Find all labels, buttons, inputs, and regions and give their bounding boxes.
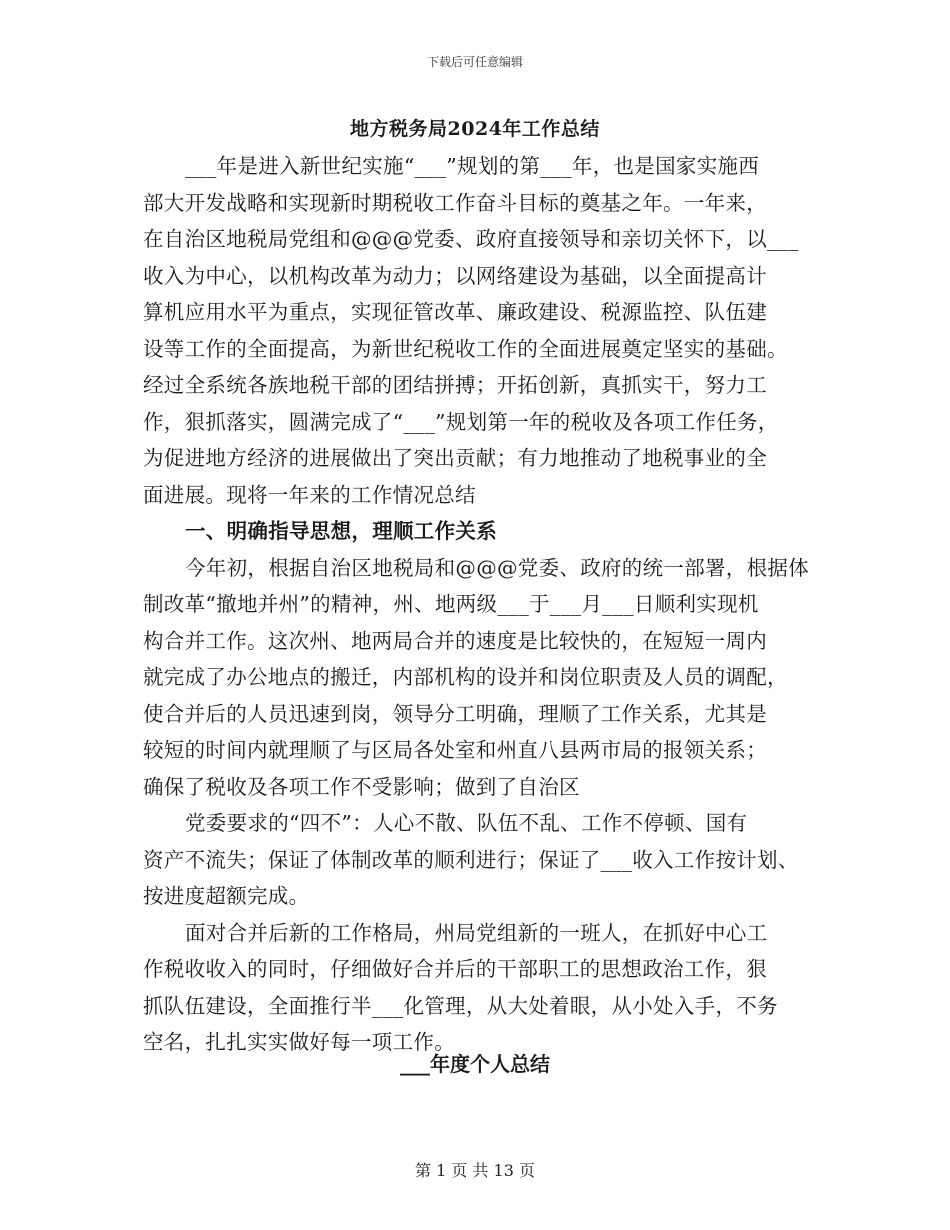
paragraph-line: 使合并后的人员迅速到岗，领导分工明确，理顺了工作关系，尤其是 <box>143 701 767 726</box>
paragraph-line: 算机应用水平为重点，实现征管改革、廉政建设、税源监控、队伍建 <box>143 300 767 324</box>
section-heading: 一、明确指导思想，理顺工作关系 <box>185 519 497 543</box>
paragraph-line: 较短的时间内就理顺了与区局各处室和州直八县两市局的报领关系； <box>143 738 767 762</box>
paragraph-line: 资产不流失；保证了体制改革的顺利进行；保证了___收入工作按计划、 <box>143 847 799 872</box>
paragraph-line: 抓队伍建设，全面推行半___化管理，从大处着眼，从小处入手，不务 <box>143 993 778 1018</box>
paragraph-line: 为促进地方经济的进展做出了突出贡献；有力地推动了地税事业的全 <box>143 446 767 470</box>
paragraph-line: 在自治区地税局党组和@@@党委、政府直接领导和亲切关怀下，以___ <box>143 227 799 251</box>
paragraph-line: 党委要求的“四不”：人心不散、队伍不乱、工作不停顿、国有 <box>185 811 748 835</box>
paragraph-line: 作，狠抓落实，圆满完成了“___”规划第一年的税收及各项工作任务， <box>143 409 779 434</box>
paragraph-line: ___年是进入新世纪实施“___”规划的第___年，也是国家实施西 <box>185 154 760 178</box>
paragraph-line: 确保了税收及各项工作不受影响；做到了自治区 <box>143 774 580 799</box>
paragraph-line: 按进度超额完成。 <box>143 884 310 908</box>
paragraph-line: 空名，扎扎实实做好每一项工作。 <box>143 1030 455 1054</box>
paragraph-line: 面对合并后新的工作格局，州局党组新的一班人，在抓好中心工 <box>185 920 768 945</box>
header-note: 下载后可任意编辑 <box>426 55 523 69</box>
page-footer: 第 1 页 共 13 页 <box>415 1161 535 1180</box>
paragraph-line: 今年初，根据自治区地税局和@@@党委、政府的统一部署，根据体 <box>185 555 809 580</box>
paragraph-line: 作税收收入的同时，仔细做好合并后的干部职工的思想政治工作，狠 <box>143 957 767 981</box>
paragraph-line: 经过全系统各族地税干部的团结拼搏；开拓创新，真抓实干，努力工 <box>143 373 767 397</box>
document-body <box>143 148 815 1061</box>
paragraph-line: 构合并工作。这次州、地两局合并的速度是比较快的，在短短一周内 <box>143 628 767 653</box>
sub-title: ___年度个人总结 <box>400 1052 550 1076</box>
paragraph-line: 收入为中心，以机构改革为动力；以网络建设为基础，以全面提高计 <box>143 263 767 288</box>
paragraph-line: 部大开发战略和实现新时期税收工作奋斗目标的奠基之年。一年来， <box>143 190 767 215</box>
paragraph-line: 制改革“撤地并州”的精神，州、地两级___于___月___日顺利实现机 <box>143 592 759 616</box>
paragraph-line: 就完成了办公地点的搬迁，内部机构的设并和岗位职责及人员的调配， <box>143 665 788 689</box>
paragraph-line: 设等工作的全面提高，为新世纪税收工作的全面进展奠定坚实的基础。 <box>143 336 788 361</box>
document-title: 地方税务局2024年工作总结 <box>350 118 600 140</box>
paragraph-line: 面进展。现将一年来的工作情况总结 <box>143 482 476 507</box>
